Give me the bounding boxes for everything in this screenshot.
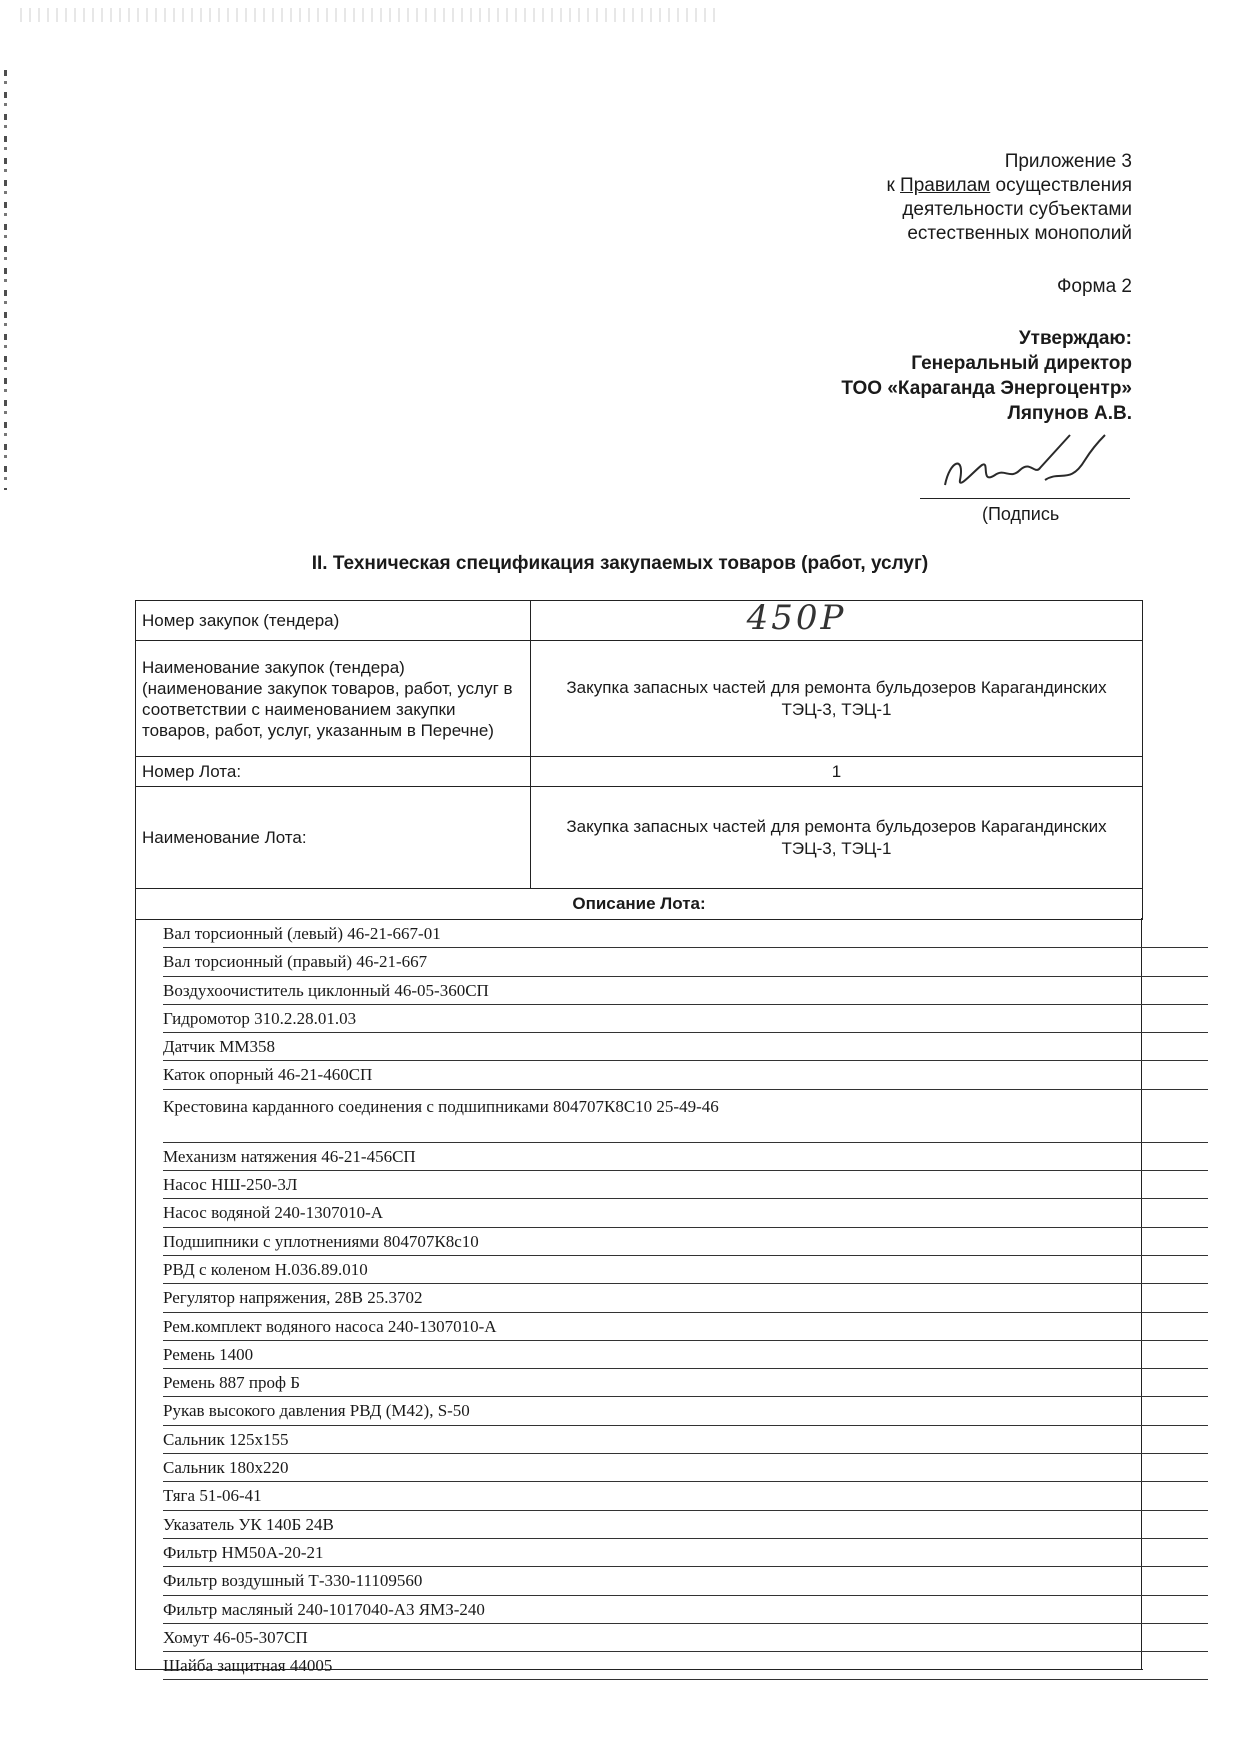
list-item: Механизм натяжения 46-21-456СП (163, 1143, 1208, 1171)
list-item: Фильтр воздушный Т-330-11109560 (163, 1567, 1208, 1595)
lot-items-section (135, 918, 1143, 1676)
form-label: Форма 2 (1056, 276, 1132, 297)
appendix-monopolies: естественных монополий (907, 223, 1132, 244)
spec-table (135, 597, 1143, 920)
scan-speckle (20, 8, 720, 22)
list-item: Подшипники с уплотнениями 804707К8с10 (163, 1228, 1208, 1256)
scan-edge-artifact (4, 70, 7, 490)
list-item: Фильтр НМ50А-20-21 (163, 1539, 1208, 1567)
table-row (136, 757, 1143, 787)
signature-caption: (Подпись (982, 504, 1060, 524)
rules-link: Правилам (900, 175, 991, 196)
approver-name: Ляпунов А.В. (1007, 403, 1132, 424)
list-item: РВД с коленом Н.036.89.010 (163, 1256, 1208, 1284)
lot-number-label: Номер Лота: (136, 757, 531, 787)
table-row (136, 889, 1143, 920)
lot-name-value: Закупка запасных частей для ремонта бульдозеров Карагандинских ТЭЦ-3, ТЭЦ-1 (531, 787, 1143, 889)
list-item: Датчик ММ358 (163, 1033, 1208, 1061)
list-item: Насос водяной 240-1307010-А (163, 1199, 1208, 1227)
list-item: Хомут 46-05-307СП (163, 1624, 1208, 1652)
list-item: Указатель УК 140Б 24В (163, 1511, 1208, 1539)
list-item: Вал торсионный (правый) 46-21-667 (163, 948, 1208, 976)
tender-number-handwritten: 450Р (746, 597, 847, 638)
approve-word: Утверждаю: (1018, 328, 1132, 349)
approval-block (612, 326, 1132, 426)
table-row (136, 787, 1143, 889)
tender-number-label: Номер закупок (тендера) (136, 601, 531, 641)
table-row (136, 601, 1143, 641)
lot-number-value: 1 (531, 757, 1143, 787)
approver-company: ТОО «Караганда Энергоцентр» (841, 378, 1132, 399)
lot-description-header: Описание Лота: (136, 889, 1143, 920)
tender-name-label: Наименование закупок (тендера) (наименование закупок товаров, работ, услуг в соответствии с наименованием закупки товаров, работ, услуг, указанным в Перечне) (136, 641, 531, 757)
list-item: Крестовина карданного соединения с подшипниками 804707К8С10 25-49-46 (163, 1090, 1208, 1143)
list-item: Вал торсионный (левый) 46-21-667-01 (163, 920, 1208, 948)
list-item: Насос НШ-250-3Л (163, 1171, 1208, 1199)
appendix-rules-line: к Правилам осуществления (886, 175, 1132, 196)
list-item: Тяга 51-06-41 (163, 1482, 1208, 1510)
approver-position: Генеральный директор (911, 353, 1132, 374)
signature-area (920, 430, 1130, 530)
list-item: Ремень 1400 (163, 1341, 1208, 1369)
list-item: Регулятор напряжения, 28В 25.3702 (163, 1284, 1208, 1312)
table-row (136, 641, 1143, 757)
list-item: Сальник 180х220 (163, 1454, 1208, 1482)
signature-line (920, 498, 1130, 499)
appendix-header (672, 150, 1132, 246)
list-item: Рукав высокого давления РВД (М42), S-50 (163, 1397, 1208, 1425)
list-item: Шайба защитная 44005 (163, 1652, 1208, 1680)
tender-name-value: Закупка запасных частей для ремонта бульдозеров Карагандинских ТЭЦ-3, ТЭЦ-1 (531, 641, 1143, 757)
list-item: Сальник 125х155 (163, 1426, 1208, 1454)
appendix-subjects: деятельности субъектами (902, 199, 1132, 220)
lot-items-list (163, 920, 1208, 1680)
list-item: Рем.комплект водяного насоса 240-1307010-А (163, 1313, 1208, 1341)
list-item: Ремень 887 проф Б (163, 1369, 1208, 1397)
lot-name-label: Наименование Лота: (136, 787, 531, 889)
list-item: Каток опорный 46-21-460СП (163, 1061, 1208, 1089)
list-item: Фильтр масляный 240-1017040-А3 ЯМЗ-240 (163, 1596, 1208, 1624)
appendix-number: Приложение 3 (1004, 151, 1132, 172)
tender-number-value (531, 597, 1143, 641)
section-title: II. Техническая спецификация закупаемых товаров (работ, услуг) (311, 553, 929, 574)
list-item: Гидромотор 310.2.28.01.03 (163, 1005, 1208, 1033)
list-item: Воздухоочиститель циклонный 46-05-360СП (163, 977, 1208, 1005)
